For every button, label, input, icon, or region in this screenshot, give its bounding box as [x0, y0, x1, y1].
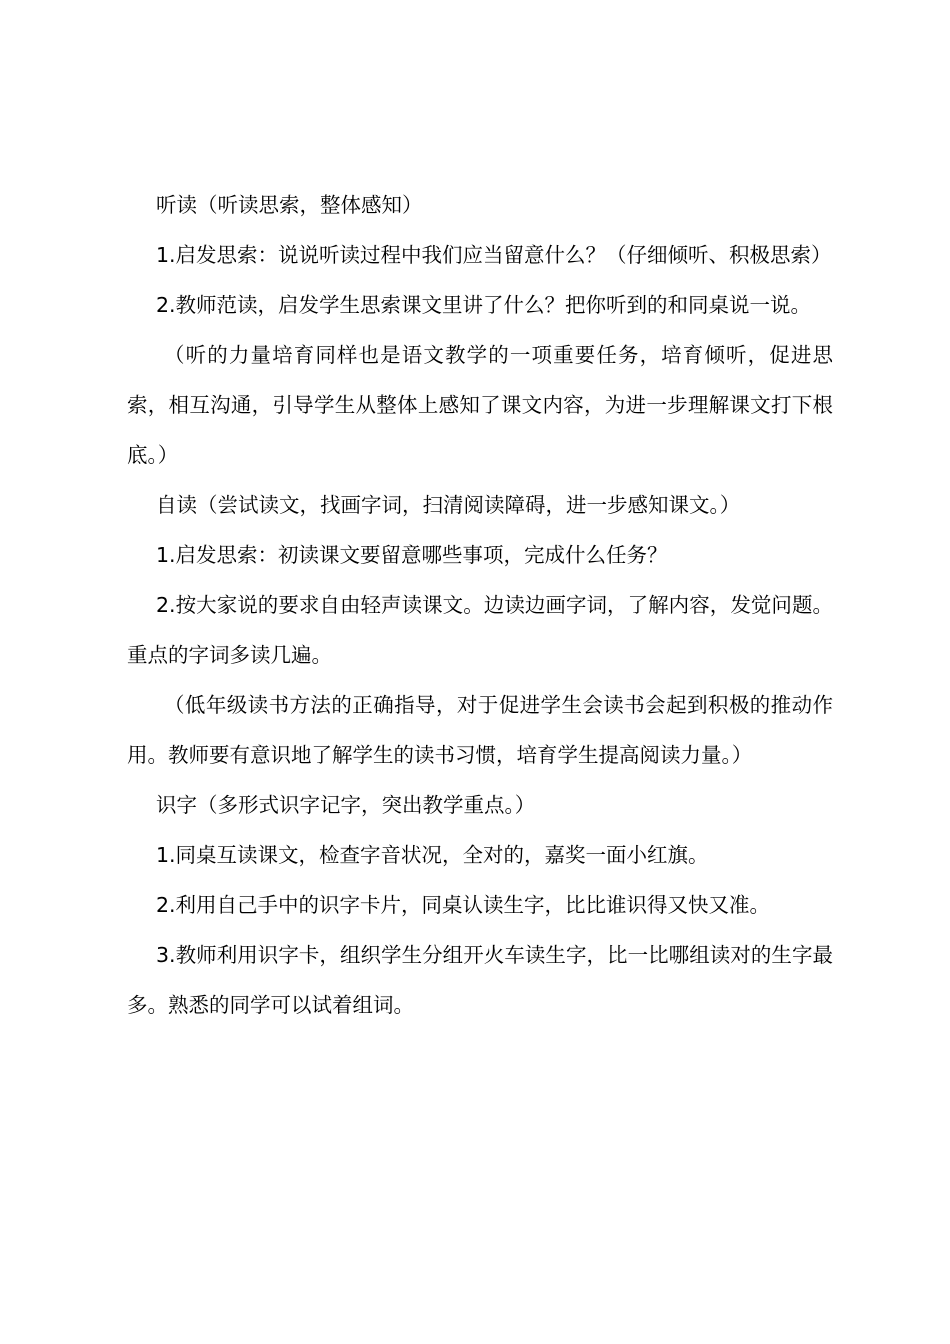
- literacy-step-3: 3.教师利用识字卡，组织学生分组开火车读生字，比一比哪组读对的生字最多。熟悉的同学可以试着组词。: [127, 943, 833, 1017]
- self-read-step-2: 2.按大家说的要求自由轻声读课文。边读边画字词，了解内容，发觉问题。重点的字词多读几遍。: [127, 593, 833, 667]
- listen-step-1: 1.启发思索：说说听读过程中我们应当留意什么？（仔细倾听、积极思索）: [156, 243, 832, 267]
- listen-step-2: 2.教师范读，启发学生思索课文里讲了什么？把你听到的和同桌说一说。: [156, 293, 812, 317]
- listen-note: （听的力量培育同样也是语文教学的一项重要任务，培育倾听，促进思索，相互沟通，引导学生从整体上感知了课文内容，为进一步理解课文打下根底。）: [127, 343, 833, 467]
- literacy-step-2: 2.利用自己手中的识字卡片，同桌认读生字，比比谁识得又快又准。: [156, 893, 771, 917]
- section-heading-self-read: 自读（尝试读文，找画字词，扫清阅读障碍，进一步感知课文。）: [156, 493, 741, 517]
- literacy-step-1: 1.同桌互读课文，检查字音状况，全对的，嘉奖一面小红旗。: [156, 843, 709, 867]
- self-read-note: （低年级读书方法的正确指导，对于促进学生会读书会起到积极的推动作用。教师要有意识地了解学生的读书习惯，培育学生提高阅读力量。）: [127, 693, 833, 767]
- document-body: [127, 180, 833, 1030]
- section-heading-literacy: 识字（多形式识字记字，突出教学重点。）: [156, 793, 536, 817]
- section-heading-listen: 听读（听读思索，整体感知）: [156, 193, 423, 217]
- self-read-step-1: 1.启发思索：初读课文要留意哪些事项，完成什么任务？: [156, 543, 668, 567]
